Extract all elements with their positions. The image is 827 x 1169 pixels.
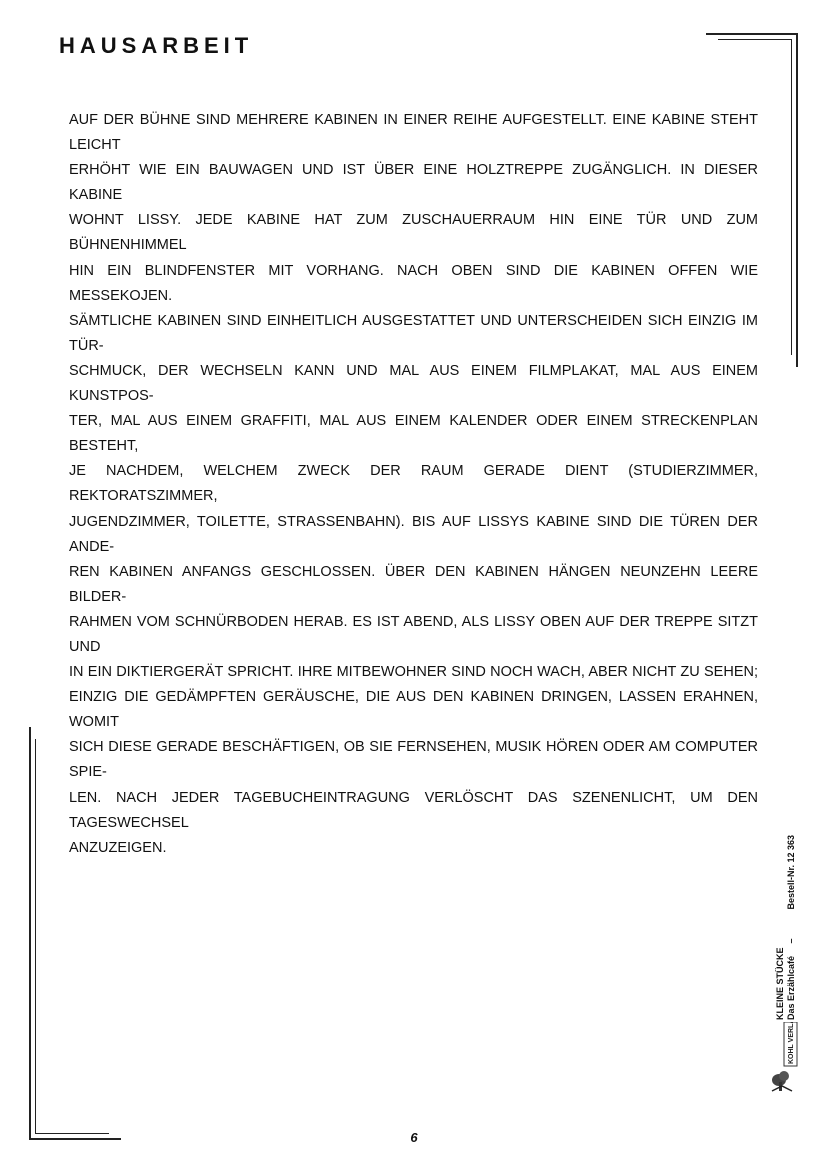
paragraph-line: AUF DER BÜHNE SIND MEHRERE KABINEN IN EINER REIHE AUFGESTELLT. EINE KABINE STEHT LEICHT	[69, 112, 758, 154]
paragraph-line: REN KABINEN ANFANGS GESCHLOSSEN. ÜBER DEN KABINEN HÄNGEN NEUNZEHN LEERE BILDER-	[69, 563, 758, 605]
frame-bottom-left-outer-h	[29, 1138, 121, 1140]
paragraph-line: IN EIN DIKTIERGERÄT SPRICHT. IHRE MITBEWOHNER SIND NOCH WACH, ABER NICHT ZU SEHEN;	[69, 664, 758, 681]
paragraph-line: WOHNT LISSY. JEDE KABINE HAT ZUM ZUSCHAUERRAUM HIN EINE TÜR UND ZUM BÜHNENHIMMEL	[69, 212, 758, 254]
paragraph-line: JE NACHDEM, WELCHEM ZWECK DER RAUM GERADE DIENT (STUDIERZIMMER, REKTORATSZIMMER,	[69, 463, 758, 505]
paragraph-line: EINZIG DIE GEDÄMPFTEN GERÄUSCHE, DIE AUS DEN KABINEN DRINGEN, LASSEN ERAHNEN, WOMIT	[69, 689, 758, 731]
frame-top-right-inner-h	[718, 39, 792, 40]
page-number: 6	[410, 1130, 418, 1145]
paragraph-line: RAHMEN VOM SCHNÜRBODEN HERAB. ES IST ABEND, ALS LISSY OBEN AUF DER TREPPE SITZT UND	[69, 613, 758, 655]
paragraph-line: LEN. NACH JEDER TAGEBUCHEINTRAGUNG VERLÖSCHT DAS SZENENLICHT, UM DEN TAGESWECHSEL	[69, 789, 758, 831]
paragraph-line: SÄMTLICHE KABINEN SIND EINHEITLICH AUSGESTATTET UND UNTERSCHEIDEN SICH EINZIG IM TÜR-	[69, 312, 758, 354]
page-heading: HAUSARBEIT	[59, 33, 254, 58]
frame-top-right-inner-v	[791, 39, 792, 355]
frame-top-right-outer-h	[706, 33, 798, 35]
separator: –	[786, 938, 796, 944]
body-paragraph	[69, 108, 758, 861]
frame-top-right-outer-v	[796, 33, 798, 367]
book-title-text: Das Erzählcafé	[786, 955, 796, 1020]
paragraph-line: HIN EIN BLINDFENSTER MIT VORHANG. NACH OBEN SIND DIE KABINEN OFFEN WIE MESSEKOJEN.	[69, 262, 758, 304]
paragraph-line: ANZUZEIGEN.	[69, 839, 167, 856]
series-title: KLEINE STÜCKE	[775, 947, 785, 1020]
tree-logo-icon	[770, 1022, 798, 1092]
frame-bottom-left-inner-v	[35, 739, 36, 1133]
paragraph-line: ERHÖHT WIE EIN BAUWAGEN UND IST ÜBER EINE HOLZTREPPE ZUGÄNGLICH. IN DIESER KABINE	[69, 162, 758, 204]
paragraph-line: TER, MAL AUS EINEM GRAFFITI, MAL AUS EINEM KALENDER ODER EINEM STRECKENPLAN BESTEHT,	[69, 413, 758, 455]
paragraph-line: SICH DIESE GERADE BESCHÄFTIGEN, OB SIE FERNSEHEN, MUSIK HÖREN ODER AM COMPUTER SPIE-	[69, 739, 758, 781]
paragraph-line: SCHMUCK, DER WECHSELN KANN UND MAL AUS EINEM FILMPLAKAT, MAL AUS EINEM KUNSTPOS-	[69, 362, 758, 405]
frame-bottom-left-inner-h	[35, 1133, 109, 1134]
logo-text: KOHL VERLAG	[788, 1022, 795, 1064]
publisher-side-info	[775, 835, 815, 1020]
frame-bottom-left-outer-v	[29, 727, 31, 1140]
order-number: Bestell-Nr. 12 363	[786, 835, 796, 910]
publisher-logo	[770, 1022, 798, 1092]
paragraph-line: JUGENDZIMMER, TOILETTE, STRASSENBAHN). BIS AUF LISSYS KABINE SIND DIE TÜREN DER ANDE-	[69, 513, 758, 555]
side-info-rotated	[775, 835, 815, 1020]
